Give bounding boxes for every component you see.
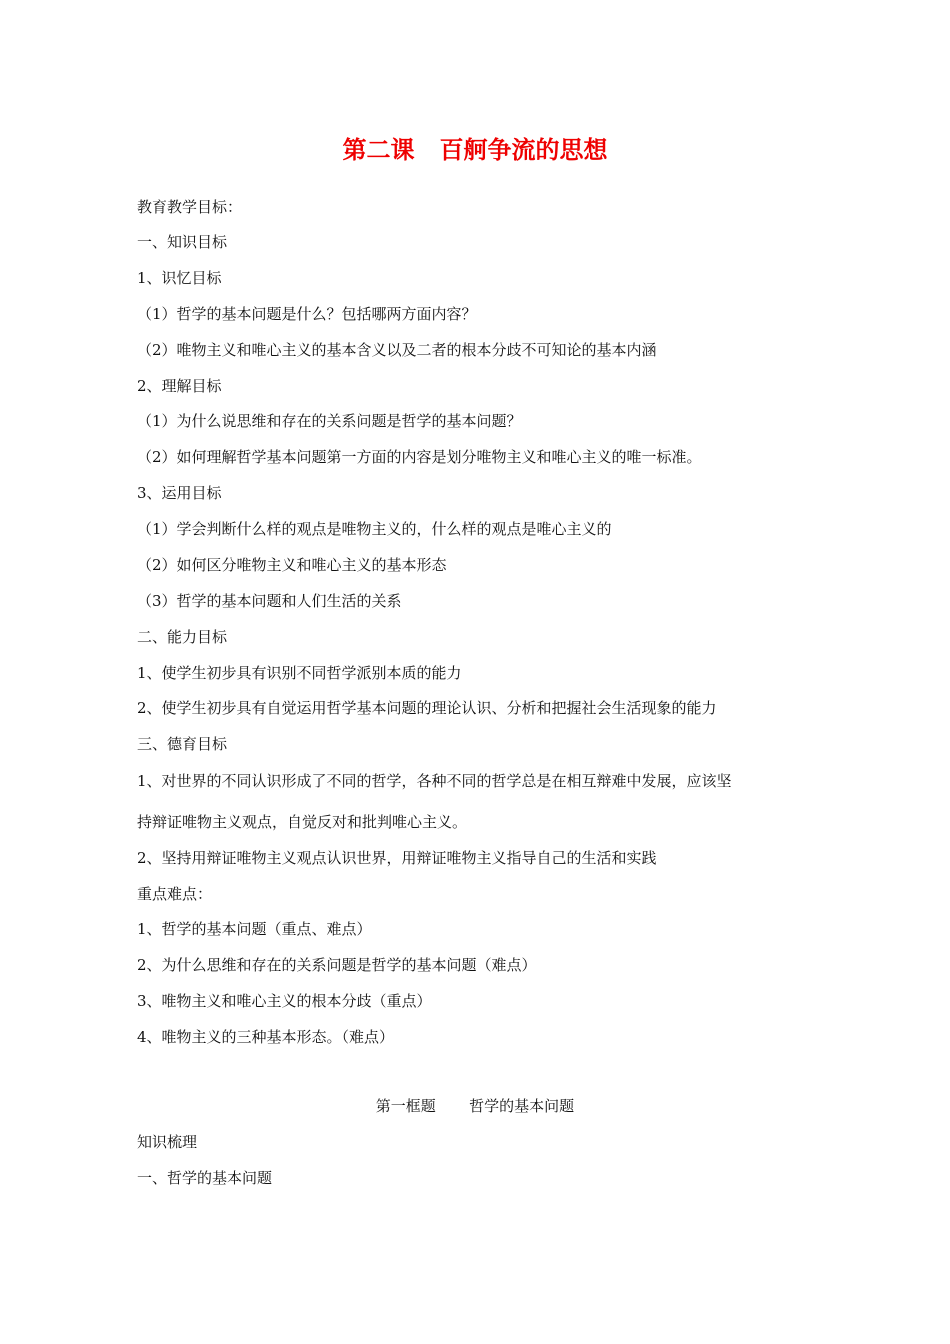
text-line: 一、知识目标 [137,233,228,251]
text-line: 一、哲学的基本问题 [137,1169,273,1187]
text-line: （1）哲学的基本问题是什么？包括哪两方面内容？ [137,305,477,323]
text-line: 二、能力目标 [137,628,228,646]
text-line: 2、使学生初步具有自觉运用哲学基本问题的理论认识、分析和把握社会生活现象的能力 [137,699,717,717]
page-title: 第二课 百舸争流的思想 [342,136,608,164]
text-line: 1、使学生初步具有识别不同哲学派别本质的能力 [137,664,462,682]
text-line: 重点难点： [137,885,213,903]
text-line: 3、唯物主义和唯心主义的根本分歧（重点） [137,992,432,1010]
text-line: （2）如何区分唯物主义和唯心主义的基本形态 [137,556,447,574]
text-line: 2、为什么思维和存在的关系问题是哲学的基本问题（难点） [137,956,537,974]
text-line: 4、唯物主义的三种基本形态。（难点） [137,1028,395,1046]
text-line: 教育教学目标： [137,198,243,216]
text-line: （2）如何理解哲学基本问题第一方面的内容是划分唯物主义和唯心主义的唯一标准。 [137,448,702,466]
text-line: 1、对世界的不同认识形成了不同的哲学，各种不同的哲学总是在相互辩难中发展，应该坚 [137,772,732,790]
text-line: （1）为什么说思维和存在的关系问题是哲学的基本问题？ [137,412,522,430]
text-line: （2）唯物主义和唯心主义的基本含义以及二者的根本分歧不可知论的基本内涵 [137,341,657,359]
text-line: 知识梳理 [137,1133,198,1151]
text-line: 2、坚持用辩证唯物主义观点认识世界，用辩证唯物主义指导自己的生活和实践 [137,849,657,867]
text-line: 三、德育目标 [137,735,228,753]
text-line: 1、识忆目标 [137,269,222,287]
text-line: 1、哲学的基本问题（重点、难点） [137,920,372,938]
text-line: 3、运用目标 [137,484,222,502]
text-line: （1）学会判断什么样的观点是唯物主义的，什么样的观点是唯心主义的 [137,520,612,538]
text-line: 持辩证唯物主义观点，自觉反对和批判唯心主义。 [137,813,468,831]
section-title: 第一框题 哲学的基本问题 [375,1097,575,1115]
text-line: （3）哲学的基本问题和人们生活的关系 [137,592,402,610]
text-line: 2、理解目标 [137,377,222,395]
